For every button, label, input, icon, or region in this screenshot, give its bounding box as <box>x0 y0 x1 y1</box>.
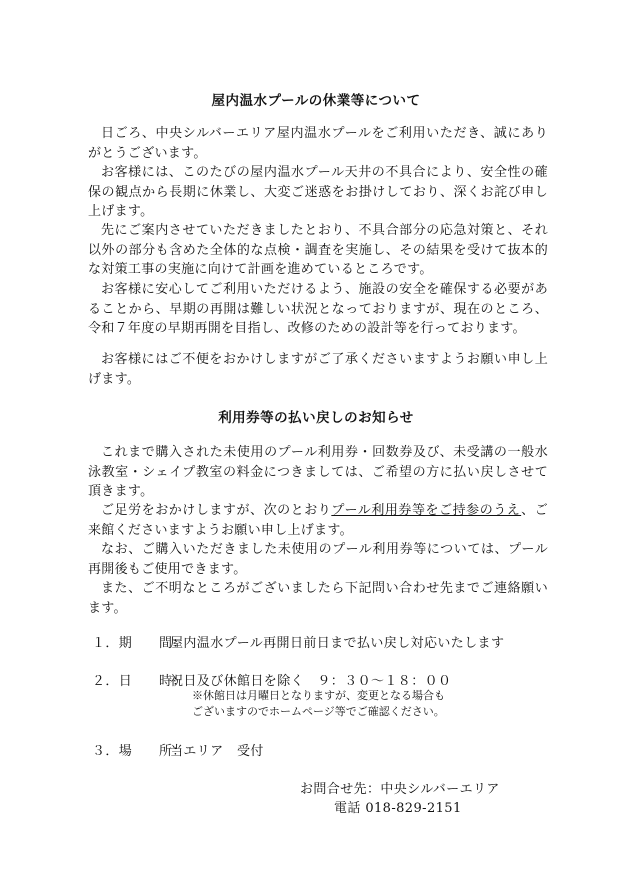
bring-tickets-underlined: プール利用券等をご持参のうえ <box>331 503 522 518</box>
title-pool-closure: 屋内温水プールの休業等について <box>211 93 421 109</box>
closed-day-note-line2: ございますのでホームページ等でご確認ください。 <box>192 705 445 718</box>
paragraph-greeting: 日ごろ、中央シルバーエリア屋内温水プールをご利用いただき、誠にありがとうございます。 <box>88 126 548 161</box>
paragraph-inquiry: また、ご不明なところがございましたら下記問い合わせ先までご連絡願います。 <box>88 581 548 616</box>
paragraph-continued-use: なお、ご購入いただきました未使用のプール利用券等については、プール再開後もご使用できます。 <box>88 542 548 577</box>
paragraph-reopening-plan: お客様に安心してご利用いただけるよう、施設の安全を確保する必要があることから、早期の再開は難しい状況となっておりますが、現在のところ、令和７年度の早期再開を目指し、改修のための設計等を行っております。 <box>88 282 548 336</box>
period-label: １．期 間： <box>92 636 186 651</box>
paragraph-apology: お客様には、このたびの屋内温水プール天井の不具合により、安全性の確保の観点から長期に休業し、大変ご迷惑をお掛けしており、深くお詫び申し上げます。 <box>88 165 548 219</box>
place-value: 当エリア 受付 <box>170 744 264 759</box>
contact-phone: 電話 018-829-2151 <box>334 801 462 816</box>
contact-label: お問合せ先：中央シルバーエリア <box>300 782 500 797</box>
time-value: 祝日及び休館日を除く ９：３０～１８：００ <box>170 674 452 689</box>
paragraph-refund-eligibility: これまで購入された未使用のプール利用券・回数券及び、未受講の一般水泳教室・シェイプ教室の料金につきましては、ご希望の方に払い戻しさせて頂きます。 <box>88 445 548 499</box>
paragraph-inspection: 先にご案内させていただきましたとおり、不具合部分の応急対策と、それ以外の部分も含めた全体的な点検・調査を実施し、その結果を受けて抜本的な対策工事の実施に向けて計画を進めているところです。 <box>88 223 548 277</box>
detail-period <box>92 632 504 651</box>
closed-day-note-line1: ※休館日は月曜日となりますが、変更となる場合も <box>192 689 445 702</box>
paragraph-understanding: お客様にはご不便をおかけしますがご了承くださいますようお願い申し上げます。 <box>88 352 548 387</box>
title-refund-notice: 利用券等の払い戻しのお知らせ <box>218 410 414 426</box>
bring-tickets-text-a: ご足労をおかけしますが、次のとおり <box>101 503 332 518</box>
bring-tickets-text-b: 、ご来館くださいますようお願い申し上げます。 <box>88 503 548 538</box>
paragraph-bring-tickets <box>88 501 548 540</box>
period-value: 屋内温水プール再開日前日まで払い戻し対応いたします <box>170 636 505 651</box>
detail-place <box>92 740 264 759</box>
place-label: ３．場 所： <box>92 744 186 759</box>
time-label: ２．日 時： <box>92 674 186 689</box>
detail-time <box>92 670 451 689</box>
